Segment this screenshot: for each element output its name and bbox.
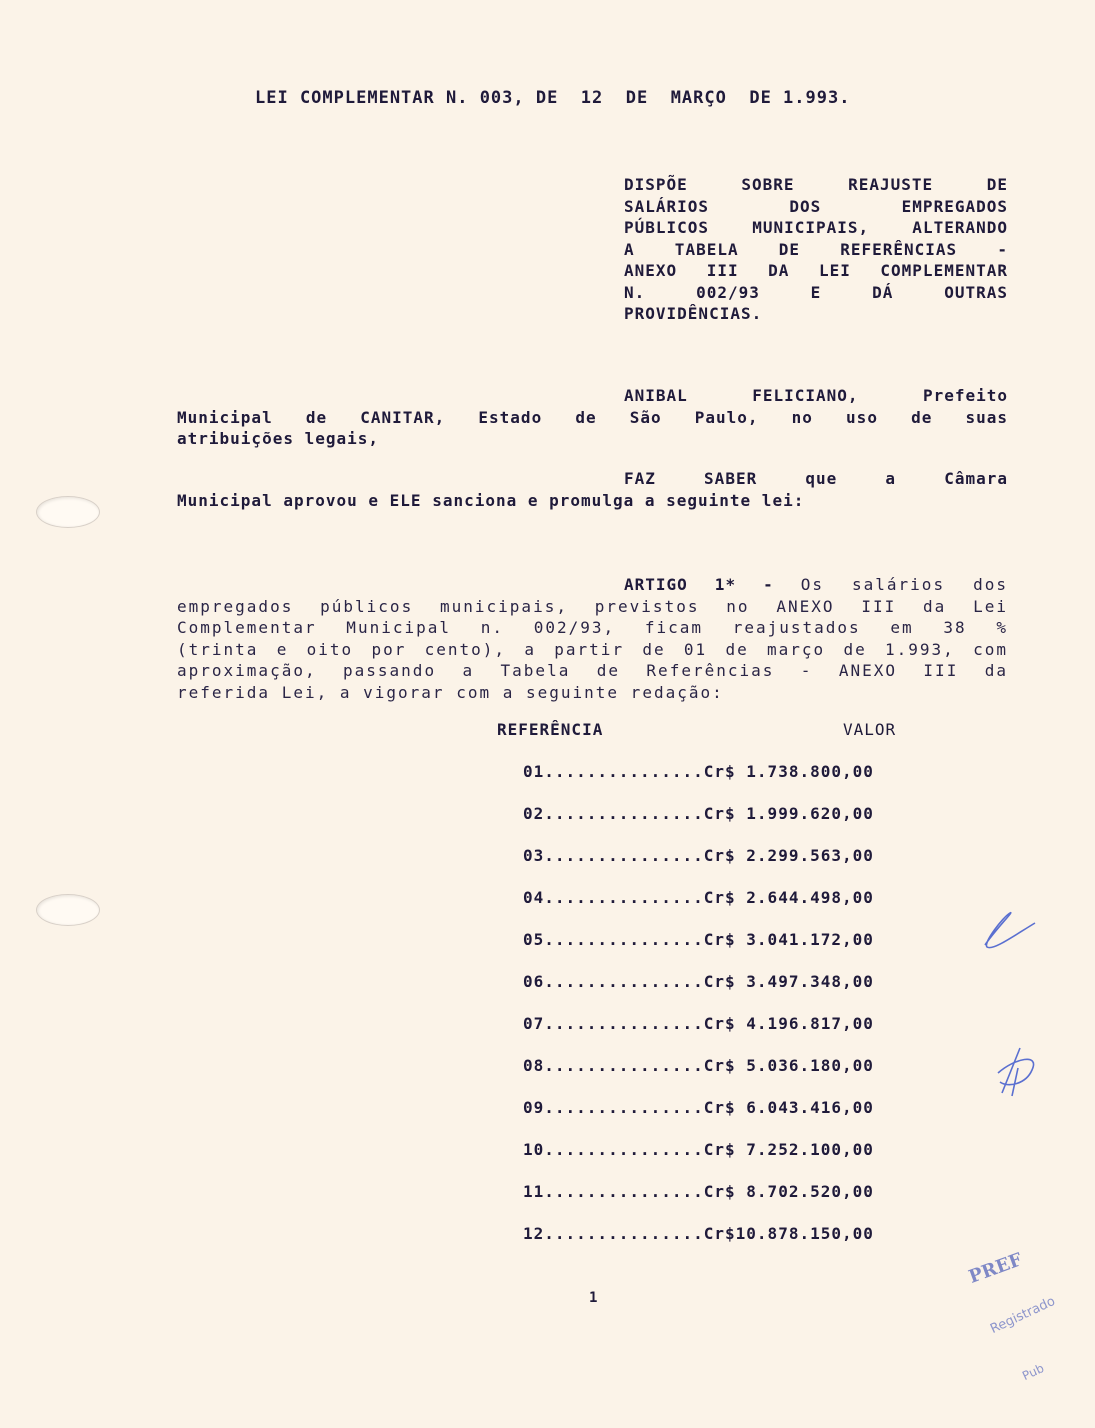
table-header-referencia: REFERÊNCIA [497, 720, 604, 739]
stamp-text: Pub [1020, 1360, 1047, 1384]
table-row: 01...............Cr$ 1.738.800,00 [523, 762, 874, 781]
initials-signature [975, 905, 1040, 955]
table-row: 03...............Cr$ 2.299.563,00 [523, 846, 874, 865]
table-row: 11...............Cr$ 8.702.520,00 [523, 1182, 874, 1201]
table-row: 12...............Cr$10.878.150,00 [523, 1224, 874, 1243]
table-header-valor: VALOR [843, 720, 897, 739]
table-row: 05...............Cr$ 3.041.172,00 [523, 930, 874, 949]
ementa-line: PROVIDÊNCIAS. [624, 304, 763, 323]
faz-saber-line: FAZ SABER que a Câmara [624, 469, 1008, 488]
table-row: 07...............Cr$ 4.196.817,00 [523, 1014, 874, 1033]
preamble-line: Municipal de CANITAR, Estado de São Paulo, no uso de suas [177, 407, 1008, 427]
artigo-line: referida Lei, a vigorar com a seguinte redação: [177, 682, 724, 702]
rubric-signature [990, 1038, 1045, 1103]
punch-hole-top [36, 496, 100, 528]
faz-saber-line: Municipal aprovou e ELE sanciona e promulga a seguinte lei: [177, 490, 805, 510]
page-number: 1 [589, 1290, 598, 1306]
artigo-label: ARTIGO 1* - [624, 575, 774, 594]
preamble-line: ANIBAL FELICIANO, Prefeito [624, 386, 1008, 405]
ementa [624, 174, 1008, 325]
ementa-line: ANEXO III DA LEI COMPLEMENTAR [624, 261, 1008, 280]
artigo-line: (trinta e oito por cento), a partir de 01 de março de 1.993, com [177, 639, 1008, 659]
stamp-text: Registrado [988, 1293, 1058, 1338]
artigo-line: aproximação, passando a Tabela de Referências - ANEXO III da [177, 661, 1008, 680]
artigo-first-line [177, 574, 1008, 596]
artigo-line: Complementar Municipal n. 002/93, ficam reajustados em 38 % [177, 618, 1008, 637]
table-row: 10...............Cr$ 7.252.100,00 [523, 1140, 874, 1159]
ementa-line: DISPÕE SOBRE REAJUSTE DE [624, 175, 1008, 194]
document-title: LEI COMPLEMENTAR N. 003, DE 12 DE MARÇO DE 1.993. [255, 88, 851, 108]
ementa-line: PÚBLICOS MUNICIPAIS, ALTERANDO [624, 218, 1008, 237]
artigo-line: empregados públicos municipais, previstos no ANEXO III da Lei [177, 596, 1008, 616]
punch-hole-bottom [36, 894, 100, 926]
table-row: 06...............Cr$ 3.497.348,00 [523, 972, 874, 991]
preamble-line: atribuições legais, [177, 429, 380, 448]
ementa-line: A TABELA DE REFERÊNCIAS - [624, 239, 1008, 259]
table-row: 08...............Cr$ 5.036.180,00 [523, 1056, 874, 1075]
artigo-line: Os salários dos [800, 575, 1008, 594]
stamp-text: PREF [966, 1249, 1025, 1288]
preamble-paragraph [177, 385, 1008, 450]
artigo-1-paragraph [177, 574, 1008, 703]
registration-stamp [940, 1230, 1090, 1420]
table-row: 04...............Cr$ 2.644.498,00 [523, 888, 874, 907]
ementa-line: N. 002/93 E DÁ OUTRAS [624, 282, 1008, 302]
faz-saber-paragraph [177, 468, 1008, 511]
table-row: 09...............Cr$ 6.043.416,00 [523, 1098, 874, 1117]
table-row: 02...............Cr$ 1.999.620,00 [523, 804, 874, 823]
ementa-line: SALÁRIOS DOS EMPREGADOS [624, 196, 1008, 216]
